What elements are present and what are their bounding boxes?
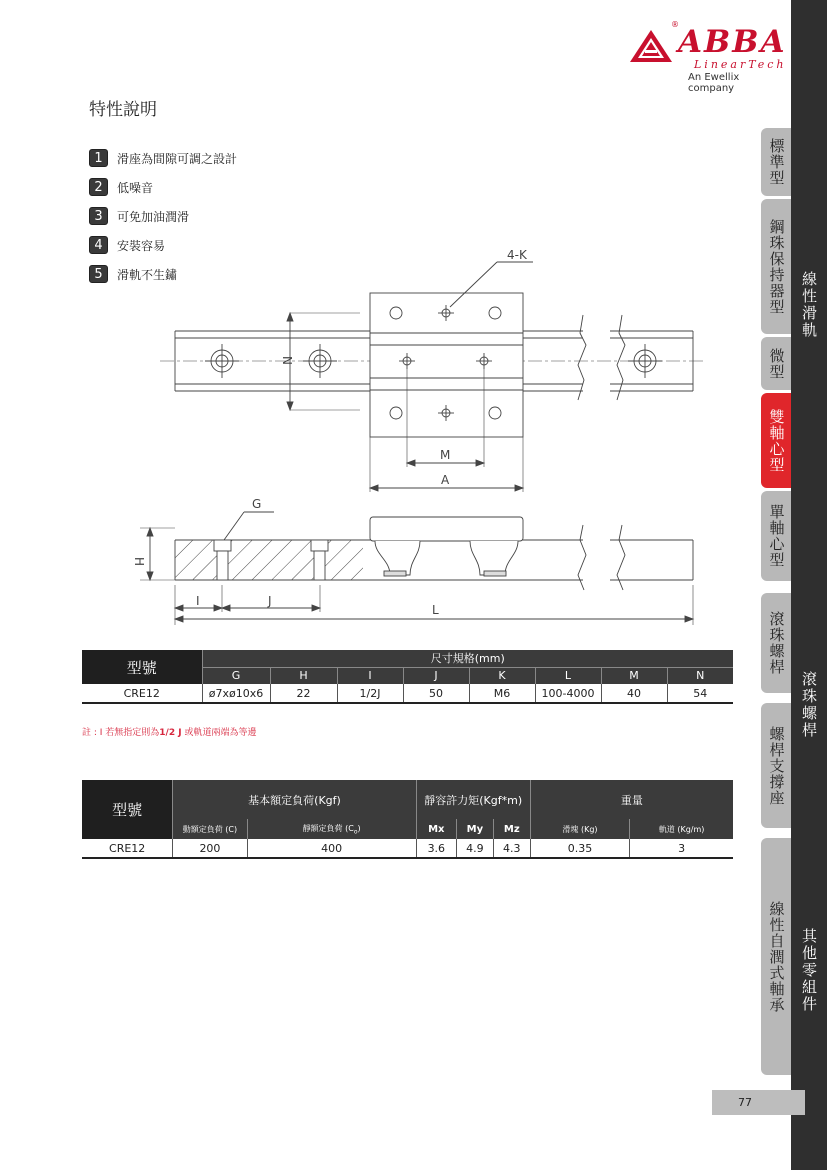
- feature-number: 2: [89, 178, 108, 196]
- tab-label: 鋼珠保持器型: [767, 218, 786, 315]
- cell-my: 4.9: [456, 839, 493, 858]
- sidebar-group-label: 其他零組件: [800, 927, 818, 1013]
- label-l: L: [432, 603, 439, 617]
- tab-screw-support[interactable]: [761, 703, 791, 828]
- cell-g: ø7xø10x6: [202, 684, 270, 703]
- col-header-mz: Mz: [493, 819, 530, 839]
- page-number-text: 77: [738, 1096, 752, 1109]
- cell-h: 22: [270, 684, 337, 703]
- feature-text: 滑座為間隙可調之設計: [117, 151, 238, 166]
- company-tagline: An Ewellix company: [688, 72, 740, 94]
- tab-miniature[interactable]: [761, 337, 791, 390]
- tab-label: 螺桿支撐座: [767, 725, 786, 806]
- load-group-header: 基本額定負荷(Kgf): [173, 780, 416, 819]
- cell-rail-weight: 3: [630, 839, 733, 858]
- feature-text: 低噪音: [117, 180, 154, 195]
- tab-label: 滾珠螺桿: [767, 611, 786, 675]
- static-subscript: o: [353, 828, 358, 836]
- tab-label: 雙軸心型: [767, 408, 786, 473]
- footnote-suffix: 或軌道兩端為等邊: [181, 728, 257, 738]
- col-header-i: I: [337, 667, 403, 684]
- col-header-g: G: [202, 667, 270, 684]
- tab-single-shaft[interactable]: [761, 491, 791, 581]
- model-cell: CRE12: [82, 684, 202, 703]
- col-header-m: M: [601, 667, 667, 684]
- cell-m: 40: [601, 684, 667, 703]
- table-row: [82, 684, 733, 703]
- tab-ball-screw[interactable]: [761, 593, 791, 693]
- col-header-n: N: [667, 667, 733, 684]
- cell-mx: 3.6: [416, 839, 456, 858]
- cell-dynamic: 200: [173, 839, 247, 858]
- page-number: [712, 1090, 805, 1115]
- cell-block-weight: 0.35: [530, 839, 629, 858]
- tab-self-lubricating-bearing[interactable]: [761, 838, 791, 1075]
- cell-mz: 4.3: [493, 839, 530, 858]
- tab-label: 線性自潤式軸承: [767, 900, 786, 1013]
- cell-l: 100-4000: [535, 684, 601, 703]
- sidebar-group-ball-screw: [791, 650, 827, 760]
- cell-i: 1/2J: [337, 684, 403, 703]
- label-h: H: [132, 557, 146, 567]
- label-4-k: 4-K: [507, 248, 527, 262]
- label-i: I: [196, 594, 200, 608]
- weight-group-header: 重量: [530, 780, 733, 819]
- section-title: 特性說明: [89, 100, 157, 120]
- feature-text: 滑軌不生鏽: [117, 267, 178, 282]
- brand-name: ABBA: [678, 24, 787, 60]
- col-header-block-weight: 滑塊 (Kg): [530, 819, 629, 839]
- cell-static: 400: [247, 839, 416, 858]
- cell-n: 54: [667, 684, 733, 703]
- static-close: ): [357, 823, 361, 833]
- tab-label: 標準型: [767, 138, 786, 186]
- feature-number: 1: [89, 149, 108, 167]
- col-header-mx: Mx: [416, 819, 456, 839]
- sidebar-group-other-parts: [791, 895, 827, 1045]
- cell-k: M6: [469, 684, 535, 703]
- col-header-h: H: [270, 667, 337, 684]
- tab-ball-retainer[interactable]: [761, 199, 791, 334]
- static-label: 靜額定負荷 (C: [302, 823, 354, 833]
- sidebar-group-label: 滾珠螺桿: [800, 671, 818, 739]
- feature-number: 5: [89, 265, 108, 283]
- label-m: M: [440, 448, 451, 462]
- col-header-static: [247, 819, 416, 839]
- tab-label: 微型: [767, 347, 786, 380]
- feature-text: 可免加油潤滑: [117, 209, 190, 224]
- feature-number: 3: [89, 207, 108, 225]
- table-row: [82, 839, 733, 858]
- col-header-dynamic: 動額定負荷 (C): [173, 819, 247, 839]
- cell-j: 50: [403, 684, 469, 703]
- feature-text: 安裝容易: [117, 238, 166, 253]
- tab-standard[interactable]: [761, 128, 791, 196]
- label-n: N: [280, 356, 294, 365]
- model-cell: CRE12: [82, 839, 173, 858]
- col-header-rail-weight: 軌道 (Kg/m): [630, 819, 733, 839]
- label-g: G: [252, 497, 262, 511]
- feature-number: 4: [89, 236, 108, 254]
- col-header-k: K: [469, 667, 535, 684]
- model-header: 型號: [82, 650, 202, 684]
- label-j: J: [268, 594, 272, 608]
- model-header: 型號: [82, 780, 173, 839]
- label-a: A: [441, 473, 450, 487]
- dimension-group-header: 尺寸規格(mm): [202, 650, 733, 667]
- footnote-prefix: 註 : I 若無指定則為: [82, 728, 160, 738]
- footnote-highlight: 1/2 J: [159, 728, 182, 738]
- sidebar-group-label: 線性滑軌: [800, 271, 818, 339]
- brand-subtitle: LinearTech: [694, 58, 787, 71]
- col-header-my: My: [456, 819, 493, 839]
- dimension-table: [82, 650, 733, 704]
- moment-group-header: 靜容許力矩(Kgf*m): [416, 780, 530, 819]
- footnote: [82, 725, 256, 738]
- sidebar-group-linear-guide: [791, 250, 827, 360]
- col-header-j: J: [403, 667, 469, 684]
- tab-dual-shaft[interactable]: [761, 393, 791, 488]
- registered-mark: ®: [671, 20, 679, 29]
- col-header-l: L: [535, 667, 601, 684]
- tab-label: 單軸心型: [767, 504, 786, 568]
- load-rating-table: [82, 780, 733, 859]
